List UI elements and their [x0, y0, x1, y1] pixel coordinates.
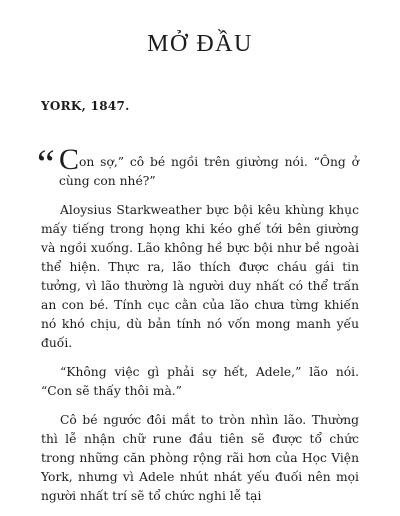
- paragraph-1: [37, 141, 359, 191]
- body-text: [37, 141, 359, 516]
- paragraph-2: Aloysius Starkweather bực bội kêu khùng khục mấy tiếng trong họng khi kéo ghế tới bên giường và ngồi xuống. Lão không hề bực bội như bề ngoài thể hiện. Thực ra, lão thích được cháu gái tin tưởng, vì lão thường là người duy nhất có thể trấn an con bé. Tính cục cằn của lão chưa từng khiến nó khó chịu, dù bản tính nó vốn mong manh yếu đuối.: [41, 203, 359, 350]
- opening-quote-mark: “: [37, 141, 55, 186]
- section-location-heading: YORK, 1847.: [41, 99, 130, 113]
- paragraph-4: Cô bé ngước đôi mắt to tròn nhìn lão. Thường thì lễ nhận chữ rune đầu tiên sẽ được tổ chức trong những căn phòng rộng rãi hơn của Học Viện York, nhưng vì Adele nhút nhát yếu đuối nên mọi người nhất trí sẽ tổ chức nghi lễ tại: [41, 413, 359, 503]
- chapter-title: MỞ ĐẦU: [147, 31, 253, 57]
- drop-cap-letter: C: [59, 143, 80, 176]
- paragraph-3: “Không việc gì phải sợ hết, Adele,” lão nói. “Con sẽ thấy thôi mà.”: [41, 365, 359, 398]
- paragraph-1-text: on sợ,” cô bé ngồi trên giường nói. “Ông ở cùng con nhé?”: [59, 155, 359, 188]
